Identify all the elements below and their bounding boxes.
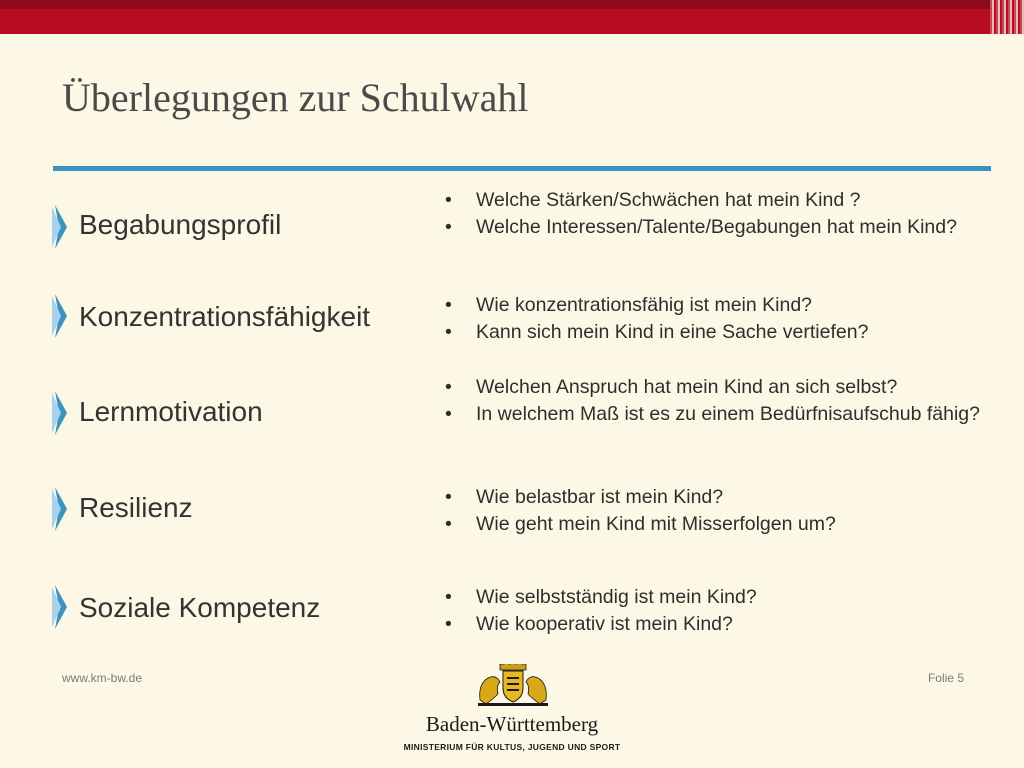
- chevron-right-icon: [52, 294, 70, 338]
- chevron-right-icon: [52, 205, 70, 249]
- top-accent-shade: [0, 0, 1024, 9]
- question-list: [443, 187, 988, 241]
- question-item: • In welchem Maß ist es zu einem Bedürfnisaufschub fähig?: [443, 401, 988, 428]
- topic-label: Begabungsprofil: [79, 209, 282, 240]
- question-item: • Kann sich mein Kind in eine Sache vertiefen?: [443, 319, 988, 346]
- question-item: • Wie geht mein Kind mit Misserfolgen um?: [443, 511, 988, 538]
- question-list: [443, 484, 988, 538]
- topic-label: Resilienz: [79, 492, 193, 523]
- logo-wordmark: Baden-Württemberg: [425, 712, 599, 736]
- top-accent-bar: [0, 0, 1024, 34]
- question-item: • Welchen Anspruch hat mein Kind an sich selbst?: [443, 374, 988, 401]
- slide-number: Folie 5: [927, 671, 964, 685]
- chevron-right-icon: [52, 585, 70, 629]
- question-item: • Wie konzentrationsfähig ist mein Kind?: [443, 292, 988, 319]
- question-item: • Wie belastbar ist mein Kind?: [443, 484, 988, 511]
- question-item: • Wie kooperativ ist mein Kind?: [443, 611, 988, 638]
- question-item: • Welche Stärken/Schwächen hat mein Kind ?: [443, 187, 988, 214]
- slide-title: Überlegungen zur Schulwahl: [62, 75, 529, 120]
- question-item: • Wie selbstständig ist mein Kind?: [443, 584, 988, 611]
- topic-label: Soziale Kompetenz: [79, 592, 321, 623]
- chevron-right-icon: [52, 487, 70, 531]
- top-accent-stripes: [990, 0, 1024, 34]
- question-item: • Welche Interessen/Talente/Begabungen hat mein Kind?: [443, 214, 988, 241]
- question-list: [443, 292, 988, 346]
- question-list: [443, 584, 988, 638]
- footer-url[interactable]: www.km-bw.de: [62, 671, 143, 685]
- ministry-logo: [400, 660, 624, 760]
- question-list: [443, 374, 988, 428]
- coat-of-arms-icon: [476, 664, 550, 706]
- title-divider: [53, 166, 991, 171]
- logo-subtitle: MINISTERIUM FÜR KULTUS, JUGEND UND SPORT: [403, 742, 621, 752]
- topic-label: Konzentrationsfähigkeit: [79, 301, 371, 332]
- topic-label: Lernmotivation: [79, 396, 263, 427]
- chevron-right-icon: [52, 391, 70, 435]
